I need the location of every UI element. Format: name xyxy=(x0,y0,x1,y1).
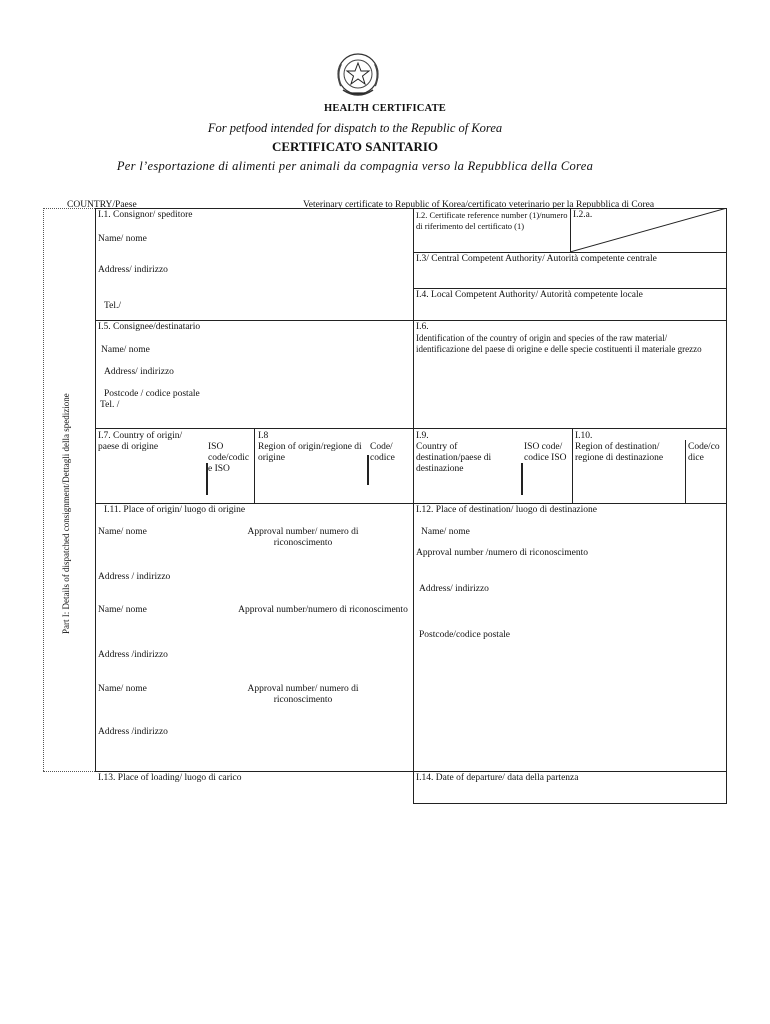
i11-approval-label-2: Approval number/numero di riconoscimento xyxy=(238,605,408,615)
i11-name-label-1: Name/ nome xyxy=(98,527,147,537)
i13-place-of-loading-title: I.13. Place of loading/ luogo di carico xyxy=(98,773,242,783)
i2a-diagonal xyxy=(570,208,727,252)
i8-region-of-origin-label: Region of origin/regione di origine xyxy=(258,442,362,463)
i11-address-label-3: Address /indirizzo xyxy=(98,727,168,737)
i11-name-label-2: Name/ nome xyxy=(98,605,147,615)
i7-country-of-origin-title: I.7. Country of origin/ paese di origine xyxy=(98,431,183,452)
i1-consignor-title: I.1. Consignor/ speditore xyxy=(98,210,193,220)
i6-identification-text: Identification of the country of origin and species of the raw material/ identificazione del paese di origine e delle specie costituenti il materiale grezzo xyxy=(416,333,702,354)
i5-tel-label: Tel. / xyxy=(100,400,120,410)
i2-reference-title: I.2. Certificate reference number (1)/numero di riferimento del certificato (1) xyxy=(416,210,568,231)
i11-place-of-origin-title: I.11. Place of origin/ luogo di origine xyxy=(104,505,246,515)
i11-approval-label-1: Approval number/ numero di riconoscimento xyxy=(247,527,359,548)
petfood-subtitle: For petfood intended for dispatch to the Republic of Korea xyxy=(207,121,503,135)
i8-code-label: Code/ codice xyxy=(370,442,395,463)
i7-iso-code-label: ISO code/codic e ISO xyxy=(208,442,250,474)
i1-name-label: Name/ nome xyxy=(98,234,147,244)
i14-date-of-departure-title: I.14. Date of departure/ data della partenza xyxy=(416,773,579,783)
health-certificate-title: HEALTH CERTIFICATE xyxy=(324,103,446,114)
i11-address-label-2: Address /indirizzo xyxy=(98,650,168,660)
i12-address-label: Address/ indirizzo xyxy=(419,584,489,594)
i11-name-label-3: Name/ nome xyxy=(98,684,147,694)
i12-approval-label: Approval number /numero di riconoscimento xyxy=(416,548,589,558)
certificato-title: CERTIFICATO SANITARIO xyxy=(271,139,439,154)
i2a-label: I.2.a. xyxy=(573,210,593,220)
i1-tel-label: Tel./ xyxy=(104,301,122,311)
i11-approval-label-3: Approval number/ numero di riconoscimento xyxy=(247,684,359,705)
italian-emblem xyxy=(333,50,383,102)
i5-consignee-title: I.5. Consignee/destinatario xyxy=(98,322,201,332)
i10-code-label: Code/co dice xyxy=(688,442,720,463)
i9-country-of-destination-label: Country of destination/paese di destinazione xyxy=(416,442,492,474)
i5-name-label: Name/ nome xyxy=(101,345,150,355)
i10-title: I.10. xyxy=(575,431,593,441)
i4-local-authority-title: I.4. Local Competent Authority/ Autorità competente locale xyxy=(416,290,643,300)
country-label: COUNTRY/Paese xyxy=(67,200,137,210)
esportazione-subtitle: Per l’esportazione di alimenti per animali da compagnia verso la Repubblica della Corea xyxy=(116,159,594,173)
i12-postcode-label: Postcode/codice postale xyxy=(419,630,511,640)
i5-address-label: Address/ indirizzo xyxy=(104,367,174,377)
i12-place-of-destination-title: I.12. Place of destination/ luogo di destinazione xyxy=(416,505,597,515)
i1-address-label: Address/ indirizzo xyxy=(98,265,168,275)
i8-title: I.8 xyxy=(258,431,269,441)
i11-address-label-1: Address / indirizzo xyxy=(98,572,171,582)
i10-region-of-destination-label: Region of destination/ regione di destinazione xyxy=(575,442,664,463)
i6-title: I.6. xyxy=(416,322,429,332)
i9-title: I.9. xyxy=(416,431,429,441)
veterinary-certificate-label: Veterinary certificate to Republic of Korea/certificato veterinario per la Repubblica di Corea xyxy=(303,200,655,210)
i9-iso-code-label: ISO code/ codice ISO xyxy=(524,442,567,463)
i3-central-authority-title: I.3/ Central Competent Authority/ Autorità competente centrale xyxy=(416,254,657,264)
i5-postcode-label: Postcode / codice postale xyxy=(104,389,200,399)
part-one-side-label: Part I: Details of dispatched consignment/Dettagli della spedizione xyxy=(61,393,71,634)
i12-name-label: Name/ nome xyxy=(421,527,470,537)
